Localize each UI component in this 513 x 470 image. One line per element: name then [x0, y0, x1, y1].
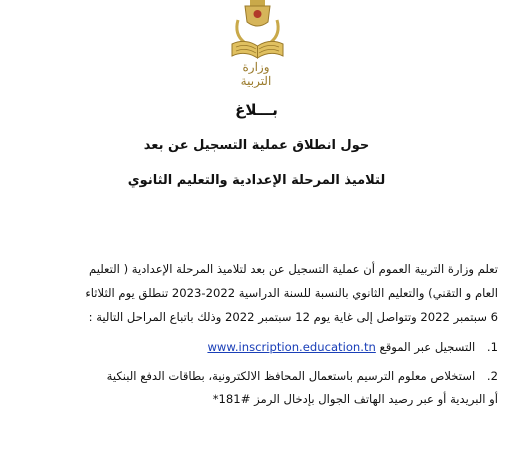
step-list-item	[18, 340, 498, 354]
communique-title: بـــلاغ	[235, 101, 278, 119]
step-text: التسجيل عبر الموقع	[379, 340, 476, 354]
step-list-item	[18, 365, 498, 411]
step-text: أو البريدية أو عبر رصيد الهاتف الجوال بإدخال الرمز #181*	[212, 392, 498, 406]
communique-subtitle-1: حول انطلاق عملية التسجيل عن بعد	[143, 138, 370, 153]
step-text: استخلاص معلوم الترسيم باستعمال المحافظ الالكترونية، بطاقات الدفع البنكية	[106, 369, 476, 383]
paragraph-line: تعلم وزارة التربية العموم أن عملية التسجيل عن بعد لتلاميذ المرحلة الإعدادية ( التعليم	[89, 262, 498, 276]
announcement-paragraph	[18, 257, 498, 329]
communique-subtitle-2: لتلاميذ المرحلة الإعدادية والتعليم الثانوي	[127, 173, 386, 188]
step-number: 1.	[486, 340, 498, 354]
step-number: 2.	[486, 369, 498, 383]
paragraph-line: 6 سبتمبر 2022 وتتواصل إلى غاية يوم 12 سبتمبر 2022 وذلك باتباع المراحل التالية :	[88, 310, 498, 324]
logo-caption: وزارة التربية	[240, 60, 272, 88]
paragraph-line: العام و التقني) والتعليم الثانوي بالنسبة للسنة الدراسية 2022-2023 تنطلق يوم الثلاثاء	[85, 286, 498, 300]
registration-website-link[interactable]: www.inscription.education.tn	[207, 340, 376, 354]
